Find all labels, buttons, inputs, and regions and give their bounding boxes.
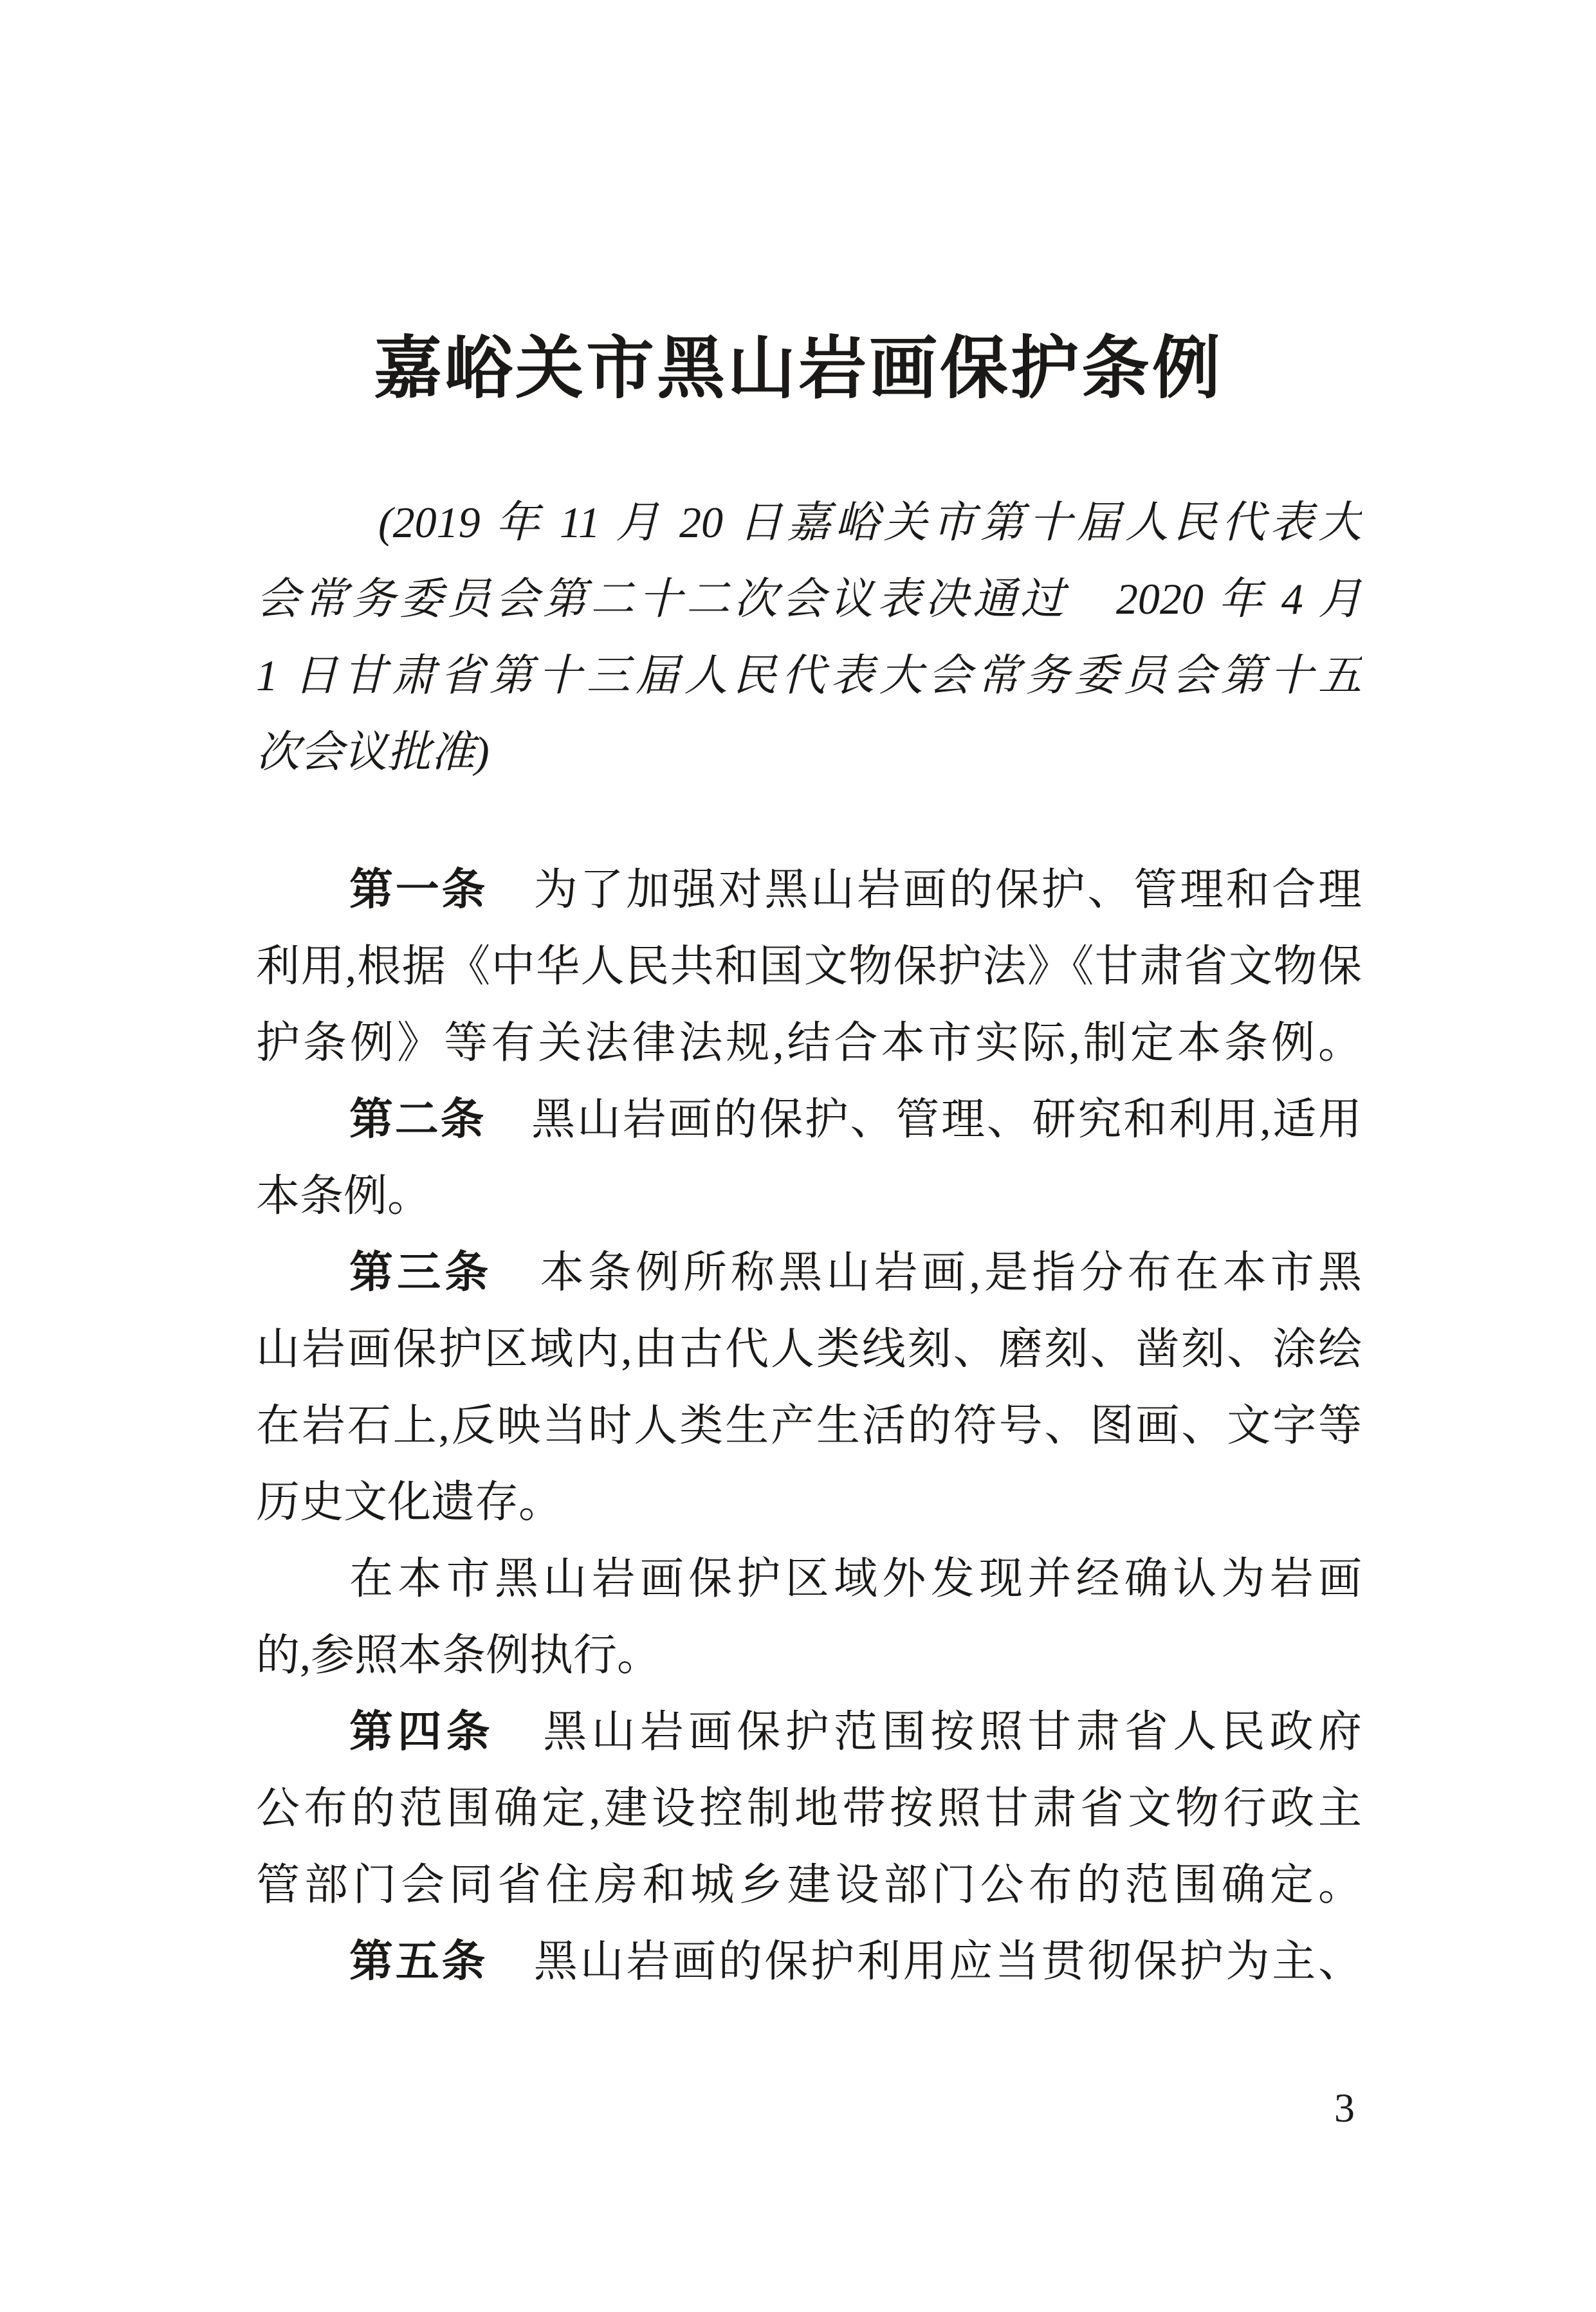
preamble-block — [256, 484, 1362, 791]
document-title: 嘉峪关市黑山岩画保护条例 — [374, 331, 1223, 407]
article-number: 第五条 — [349, 1937, 488, 1986]
article-number: 第四条 — [349, 1707, 495, 1756]
body-line-text: 为了加强对黑山岩画的保护、管理和合理 — [488, 865, 1362, 914]
body-line-text: 公布的范围确定,建设控制地带按照甘肃省文物行政主 — [256, 1784, 1362, 1833]
body-line-text: 历史文化遗存。 — [256, 1478, 563, 1527]
body-line — [256, 1388, 1362, 1464]
body-line — [256, 1541, 1362, 1617]
body-line-text: 黑山岩画的保护利用应当贯彻保护为主、 — [488, 1937, 1362, 1986]
body-line-text: 黑山岩画保护范围按照甘肃省人民政府 — [494, 1707, 1362, 1756]
body-line-text: 在本市黑山岩画保护区域外发现并经确认为岩画 — [349, 1554, 1362, 1603]
body-line — [256, 1617, 1362, 1694]
preamble-line-text: (2019 年 11 月 20 日嘉峪关市第十届人民代表大 — [378, 498, 1362, 547]
body-line-text: 本条例。 — [256, 1171, 432, 1220]
body-line — [256, 1081, 1362, 1158]
body-line-text: 的,参照本条例执行。 — [256, 1631, 661, 1680]
body-line-text: 黑山岩画的保护、管理、研究和利用,适用 — [486, 1095, 1362, 1144]
article-number: 第一条 — [349, 865, 488, 914]
body-line — [256, 928, 1362, 1005]
body-line — [256, 1311, 1362, 1388]
body-line — [256, 1770, 1362, 1847]
body-line — [256, 852, 1362, 928]
body-line — [256, 1847, 1362, 1923]
body-line — [256, 1234, 1362, 1311]
preamble-line — [256, 638, 1362, 714]
body-line-text: 本条例所称黑山岩画,是指分布在本市黑 — [492, 1248, 1362, 1297]
preamble-line — [256, 714, 1362, 791]
body-line-text: 管部门会同省住房和城乡建设部门公布的范围确定。 — [256, 1860, 1362, 1909]
body-line-text: 在岩石上,反映当时人类生产生活的符号、图画、文字等 — [256, 1401, 1362, 1450]
page-number: 3 — [1334, 2085, 1355, 2131]
body-line — [256, 1694, 1362, 1770]
preamble-line — [256, 561, 1362, 638]
body-line-text: 山岩画保护区域内,由古代人类线刻、磨刻、凿刻、涂绘 — [256, 1325, 1362, 1373]
preamble-line-text: 次会议批准) — [256, 728, 490, 776]
body-line — [256, 1464, 1362, 1541]
preamble-line-text: 1 日甘肃省第十三届人民代表大会常务委员会第十五 — [256, 651, 1362, 700]
preamble-line — [256, 484, 1362, 561]
article-number: 第二条 — [349, 1095, 486, 1144]
body-line-text: 利用,根据《中华人民共和国文物保护法》《甘肃省文物保 — [256, 942, 1362, 991]
body-line — [256, 1923, 1362, 2000]
preamble-line-text: 会常务委员会第二十二次会议表决通过 2020 年 4 月 — [256, 574, 1362, 623]
body-text-block — [256, 852, 1362, 2000]
article-number: 第三条 — [349, 1248, 493, 1297]
body-line — [256, 1005, 1362, 1081]
body-line — [256, 1158, 1362, 1234]
body-line-text: 护条例》等有关法律法规,结合本市实际,制定本条例。 — [256, 1018, 1362, 1067]
